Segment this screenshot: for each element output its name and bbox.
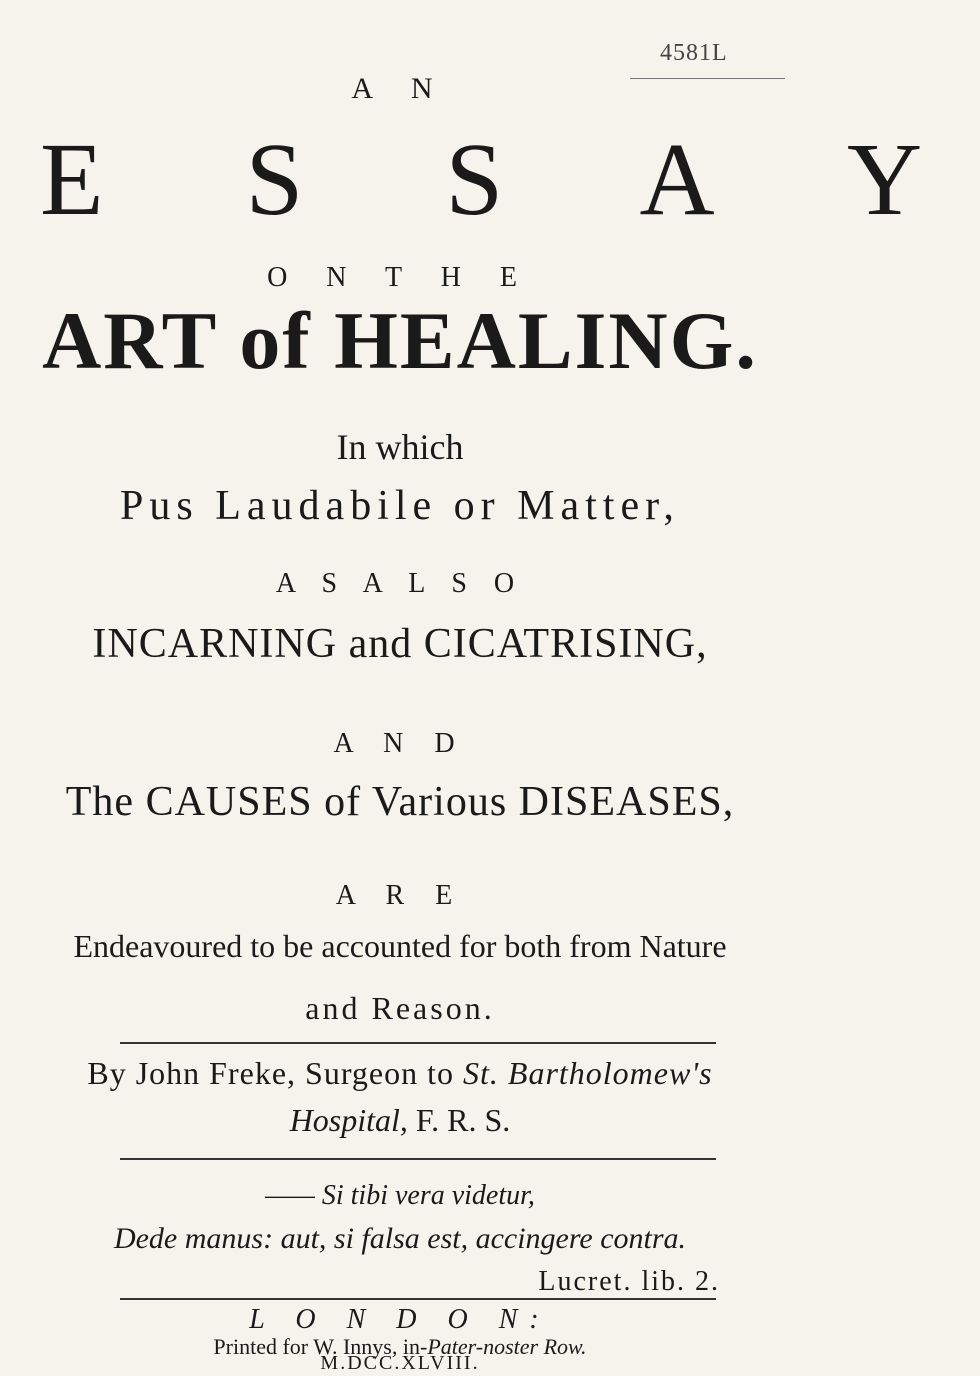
hospital-name: St. Bartholomew's xyxy=(463,1055,713,1091)
subtitle-incarning: INCARNING and CICATRISING, xyxy=(92,621,708,667)
title-art-of-healing: ART of HEALING. xyxy=(42,295,758,386)
hospital-suffix: Hospital, xyxy=(289,1102,408,1138)
motto-line-1: —— Si tibi vera videtur, xyxy=(265,1180,535,1211)
title-an: A N xyxy=(351,72,449,105)
printed-prefix: Printed for W. Innys, in- xyxy=(213,1334,428,1359)
imprint-city: L O N D O N: xyxy=(249,1304,551,1335)
printed-place: Pater-noster Row. xyxy=(427,1334,587,1359)
subtitle-pus-laudabile: Pus Laudabile or Matter, xyxy=(120,483,680,529)
divider-bottom xyxy=(120,1298,716,1300)
byline-prefix: By John Freke, Surgeon to xyxy=(87,1055,463,1091)
divider-top xyxy=(120,1042,716,1044)
subtitle-as-also: A S A L S O xyxy=(275,568,525,599)
shelfmark: 4581L xyxy=(660,40,728,66)
imprint-date: M.DCC.XLVIII. xyxy=(320,1352,480,1374)
subtitle-in-which: In which xyxy=(336,427,464,467)
subtitle-are: A R E xyxy=(335,880,465,911)
subtitle-causes: The CAUSES of Various DISEASES, xyxy=(65,779,735,825)
author-credentials: F. R. S. xyxy=(415,1102,511,1138)
motto-source: Lucret. lib. 2. xyxy=(538,1266,720,1297)
author-byline xyxy=(0,1055,800,1092)
divider-middle xyxy=(120,1158,716,1160)
title-essay: E S S A Y xyxy=(40,122,980,237)
subtitle-and: A N D xyxy=(333,728,467,759)
subtitle-and-reason: and Reason. xyxy=(305,990,495,1026)
subtitle-endeavoured: Endeavoured to be accounted for both from Nature xyxy=(73,928,727,964)
title-on-the: O N T H E xyxy=(267,262,533,293)
motto-line-2: Dede manus: aut, si falsa est, accingere contra. xyxy=(113,1222,687,1255)
author-hospital-line xyxy=(0,1102,800,1139)
